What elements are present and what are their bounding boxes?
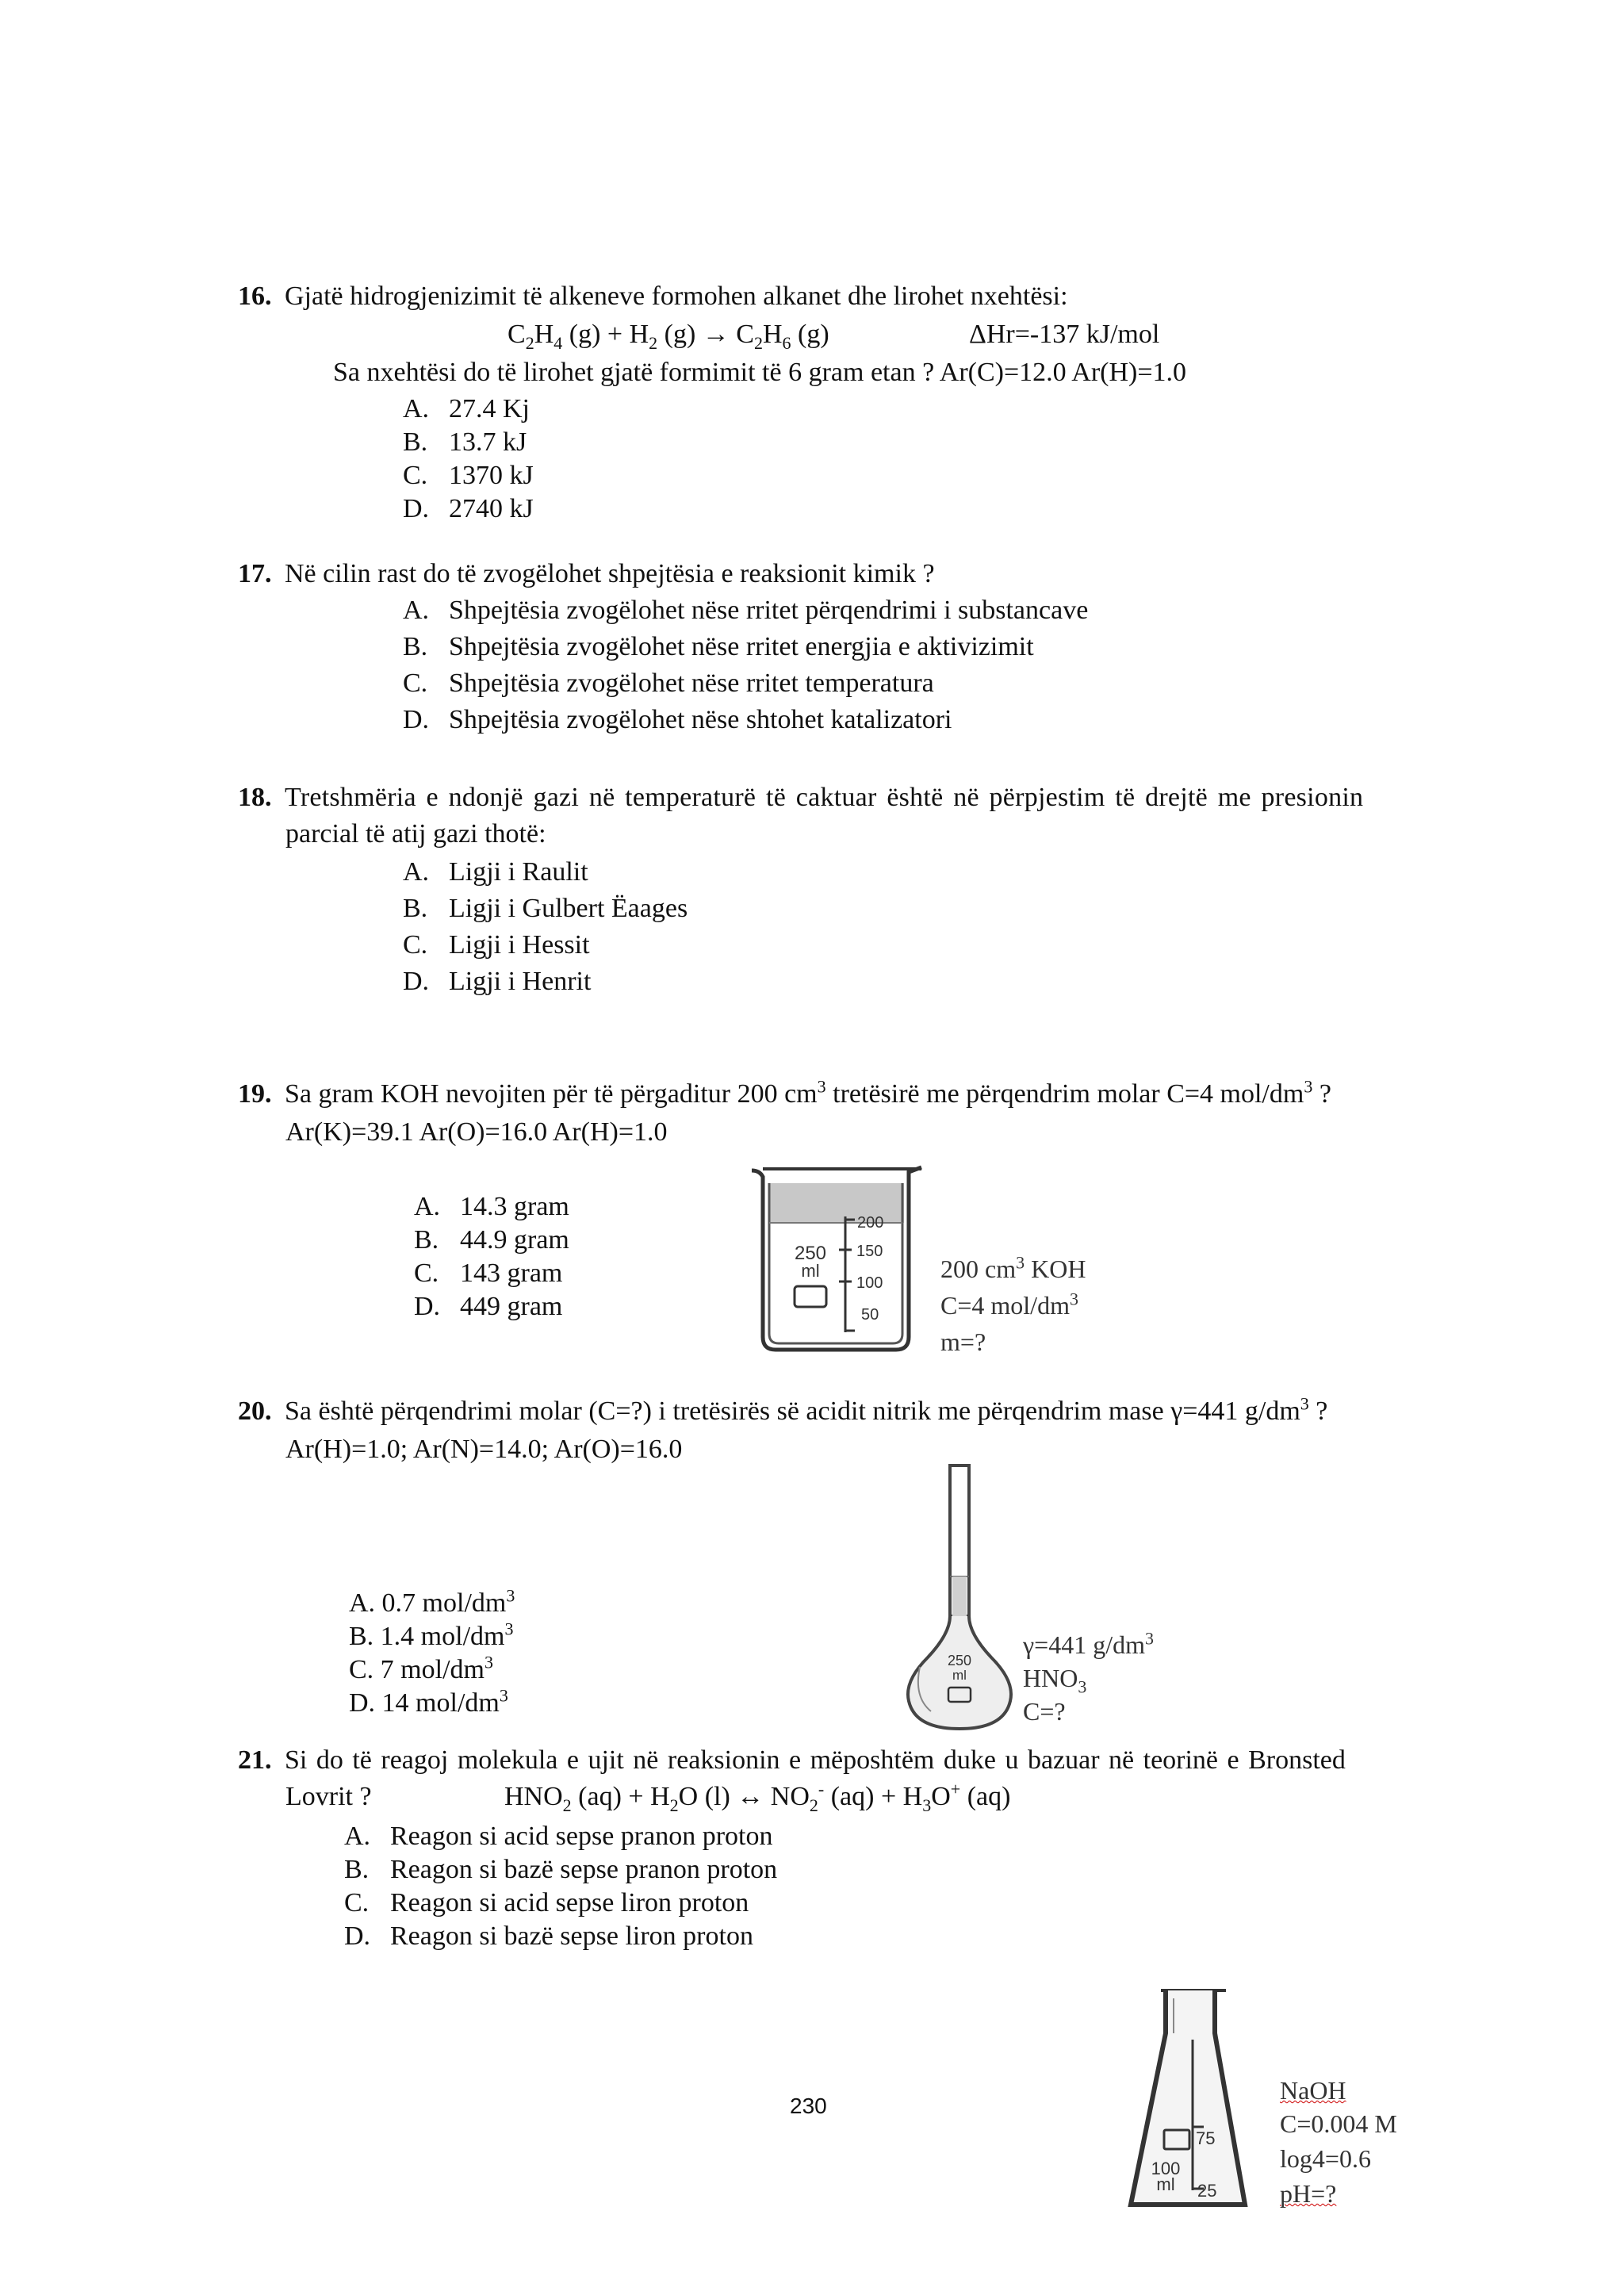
q19-option-d[interactable]: D. 449 gram — [414, 1292, 563, 1321]
flask-label-formula: $HNO_3$ — [1023, 1664, 1087, 1697]
beaker-label-mass: m=? — [940, 1327, 986, 1356]
q20-option-c[interactable]: C. 7 mol/$dm^3$ — [349, 1652, 493, 1684]
q21-option-c[interactable]: C. Reagon si acid sepse liron proton — [344, 1888, 749, 1917]
q16-stem-line — [238, 281, 1068, 312]
q19-atomic-masses: Ar(K)=39.1 Ar(O)=16.0 Ar(H)=1.0 — [285, 1117, 668, 1147]
q21-stem: Si do të reagoj molekula e ujit në reaksionin e mëposhtëm duke u bazuar në teorinë e Bronsted — [285, 1745, 1346, 1775]
erlenmeyer-label-log: log4=0.6 — [1280, 2144, 1371, 2173]
beaker-volume: 250 — [794, 1243, 827, 1264]
q18-option-d[interactable]: D. Ligji i Henrit — [403, 967, 592, 996]
q20-atomic-masses: Ar(H)=1.0; Ar(N)=14.0; Ar(O)=16.0 — [285, 1435, 683, 1464]
beaker-tick-label: 150 — [856, 1243, 883, 1260]
q19-option-b[interactable]: B. 44.9 gram — [414, 1225, 569, 1255]
q18-stem-line1: Tretshmëria e ndonjë gazi në temperaturë të caktuar është në përpjestim të drejtë me presionin — [285, 783, 1364, 812]
erlenmeyer-tick-label: 75 — [1196, 2128, 1216, 2148]
flask-label-density: γ=441 $g/dm^3$ — [1023, 1628, 1154, 1659]
erlenmeyer-volume: 100 — [1151, 2159, 1181, 2178]
erlenmeyer-outline — [1131, 1990, 1245, 2205]
q20-stem: Sa është përqendrimi molar (C=?) i tretësirës së acidit nitrik me përqendrim mase γ=441 $g/dm^3$ ? — [285, 1393, 1328, 1426]
q17-stem: Në cilin rast do të zvogëlohet shpejtësia e reaksionit kimik ? — [285, 559, 935, 588]
q18-option-a[interactable]: A. Ligji i Raulit — [403, 857, 588, 887]
erlenmeyer-label-concentration: C=0.004 M — [1280, 2109, 1397, 2138]
beaker-tick-label: 50 — [861, 1306, 879, 1324]
q18-stem-line2: parcial të atij gazi thotë: — [285, 819, 546, 849]
q21-option-b[interactable]: B. Reagon si bazë sepse pranon proton — [344, 1855, 778, 1884]
q20-option-d[interactable]: D. 14 mol/$dm^3$ — [349, 1685, 508, 1718]
q17-option-d[interactable]: D. Shpejtësia zvogëlohet nëse shtohet katalizatori — [403, 705, 952, 734]
q17-option-a[interactable]: A. Shpejtësia zvogëlohet nëse rritet përqendrimi i substancave — [403, 596, 1089, 625]
q20-option-b[interactable]: B. 1.4 mol/$dm^3$ — [349, 1619, 514, 1651]
q21-option-a[interactable]: A. Reagon si acid sepse pranon proton — [344, 1822, 773, 1851]
erlenmeyer-flask-figure — [1126, 1984, 1253, 2222]
q19-option-a[interactable]: A. 14.3 gram — [414, 1192, 569, 1221]
q16-stem: Gjatë hidrogjenizimit të alkeneve formohen alkanet dhe lirohet nxehtësi: — [285, 282, 1068, 311]
q16-question: Sa nxehtësi do të lirohet gjatë formimit të 6 gram etan ? Ar(C)=12.0 Ar(H)=1.0 — [333, 358, 1187, 387]
volumetric-flask-figure — [896, 1459, 1023, 1737]
erlenmeyer-tick-label: 25 — [1197, 2181, 1217, 2201]
q20-stem-line — [238, 1393, 1328, 1427]
beaker-figure — [745, 1161, 936, 1359]
beaker-unit: ml — [801, 1261, 820, 1281]
beaker-label-volume: 200 $cm^3$ KOH — [940, 1252, 1086, 1283]
q18-option-c[interactable]: C. Ligji i Hessit — [403, 930, 590, 960]
q17-stem-line — [238, 558, 935, 590]
q16-option-c[interactable]: C. 1370 kJ — [403, 461, 534, 490]
q16-enthalpy: ΔHr=-137 kJ/mol — [969, 320, 1160, 349]
q17-option-c[interactable]: C. Shpejtësia zvogëlohet nëse rritet temperatura — [403, 669, 934, 698]
q20-number: 20. — [238, 1396, 272, 1426]
beaker-liquid-top — [769, 1183, 904, 1223]
q18-number: 18. — [238, 783, 272, 812]
q21-stem-line2: Lovrit ? — [285, 1782, 372, 1811]
q16-equation: $C_2H_4$ $(g) + H_2$ $(g) \to C_2H_6$ (g) — [508, 320, 829, 353]
flask-label-unknown: C=? — [1023, 1697, 1066, 1726]
q21-equation: $HNO_2$ $(aq) + H_2O$ (l) ↔ $NO_2^-$ $(aq) + H_3O^+$ (aq) — [504, 1779, 1011, 1815]
q19-stem-line — [238, 1078, 1331, 1110]
page-number: 230 — [790, 2094, 827, 2118]
erlenmeyer-label-naoh: NaOH — [1280, 2076, 1346, 2105]
q18-option-b[interactable]: B. Ligji i Gulbert Ëaages — [403, 894, 688, 923]
q21-stem-line — [238, 1745, 1396, 1776]
beaker-label-concentration: C=4 mol/$dm^3$ — [940, 1289, 1078, 1320]
q17-option-b[interactable]: B. Shpejtësia zvogëlohet nëse rritet energjia e aktivizimit — [403, 632, 1034, 661]
q16-option-b[interactable]: B. 13.7 kJ — [403, 427, 527, 457]
beaker-tick-label: 100 — [856, 1274, 883, 1292]
q19-number: 19. — [238, 1079, 272, 1109]
flask-unit: ml — [952, 1668, 967, 1683]
q21-option-d[interactable]: D. Reagon si bazë sepse liron proton — [344, 1921, 753, 1951]
erlenmeyer-label-ph: pH=? — [1280, 2179, 1337, 2208]
q16-number: 16. — [238, 282, 272, 311]
flask-volume: 250 — [947, 1653, 972, 1668]
q16-option-a[interactable]: A. 27.4 Kj — [403, 394, 530, 423]
q19-option-c[interactable]: C. 143 gram — [414, 1259, 563, 1288]
q18-stem-line — [238, 782, 1396, 814]
q16-option-d[interactable]: D. 2740 kJ — [403, 494, 534, 523]
q21-number: 21. — [238, 1745, 272, 1775]
beaker-label-box — [795, 1286, 826, 1307]
q17-number: 17. — [238, 559, 272, 588]
erlenmeyer-unit: ml — [1156, 2174, 1175, 2194]
beaker-tick-label: 200 — [857, 1214, 884, 1232]
q19-stem: Sa gram KOH nevojiten për të përgaditur 200 $cm^3$ tretësirë me përqendrim molar C=4 mol/$dm^3$ ? — [285, 1076, 1331, 1109]
q20-option-a[interactable]: A. 0.7 mol/$dm^3$ — [349, 1585, 515, 1618]
